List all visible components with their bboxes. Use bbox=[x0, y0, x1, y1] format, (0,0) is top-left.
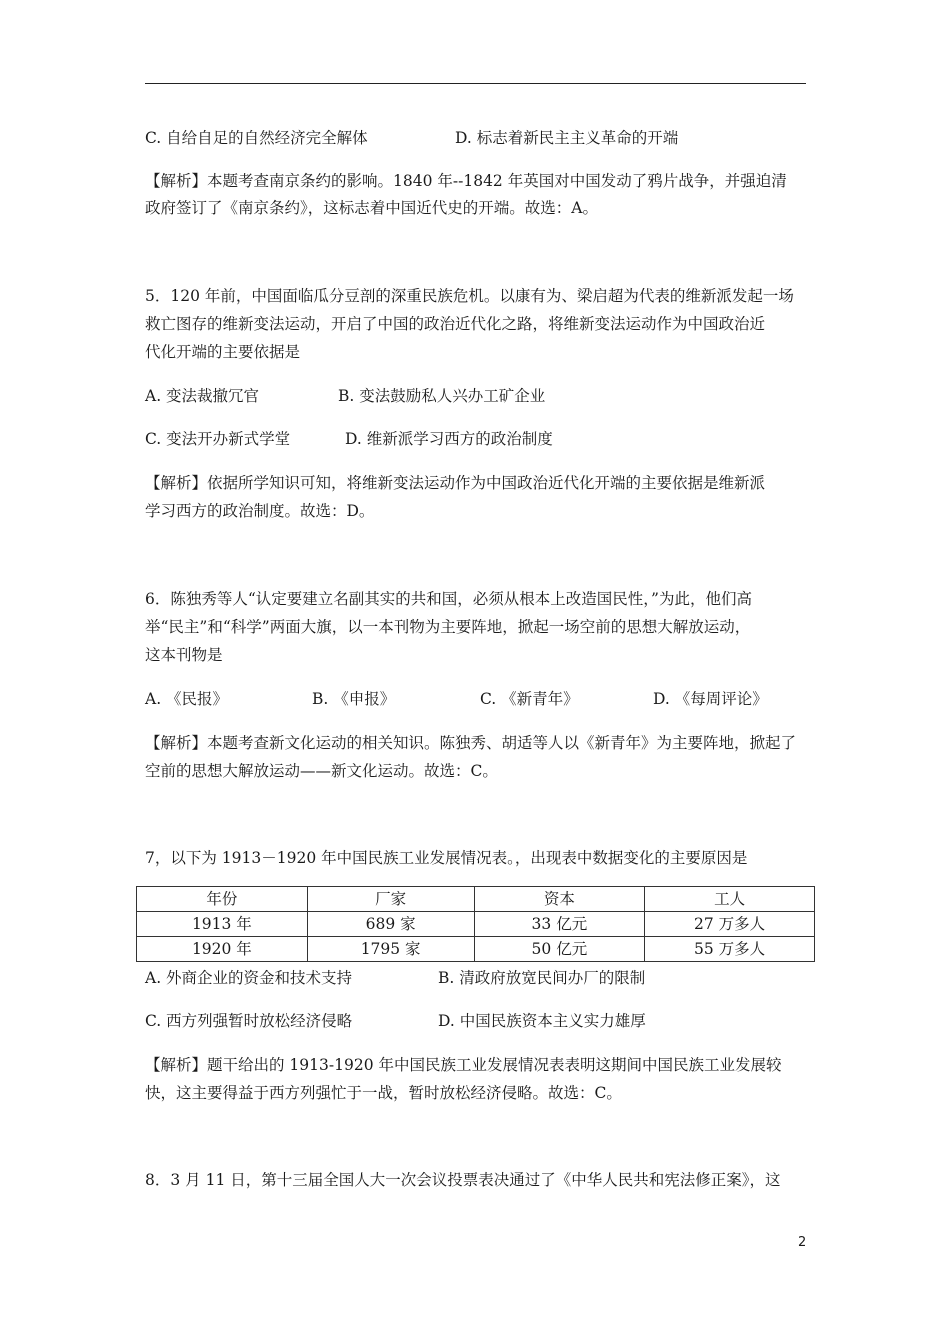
q5-option-b: B. 变法鼓励私人兴办工矿企业 bbox=[338, 387, 546, 405]
q4-option-c: C. 自给自足的自然经济完全解体 bbox=[145, 129, 368, 147]
table-cell: 33 亿元 bbox=[474, 912, 645, 937]
q4-analysis-line-2: 政府签订了《南京条约》，这标志着中国近代史的开端。故选：A。 bbox=[145, 199, 598, 217]
table-header-cell: 厂家 bbox=[307, 887, 474, 912]
q5-option-a: A. 变法裁撤冗官 bbox=[145, 387, 260, 405]
q5-stem-line-2: 救亡图存的维新变法运动，开启了中国的政治近代化之路，将维新变法运动作为中国政治近 bbox=[145, 315, 766, 333]
industry-table bbox=[136, 886, 815, 962]
table-cell: 27 万多人 bbox=[645, 912, 815, 937]
q6-stem-line-3: 这本刊物是 bbox=[145, 646, 223, 664]
table-cell: 689 家 bbox=[307, 912, 474, 937]
q7-analysis-line-1: 【解析】题干给出的 1913-1920 年中国民族工业发展情况表表明这期间中国民族工业发展较 bbox=[145, 1056, 782, 1074]
table-cell: 1913 年 bbox=[137, 912, 308, 937]
q5-analysis-line-2: 学习西方的政治制度。故选：D。 bbox=[145, 502, 375, 520]
q7-option-a: A. 外商企业的资金和技术支持 bbox=[145, 969, 353, 987]
q8-stem-line-1: 8．3 月 11 日，第十三届全国人大一次会议投票表决通过了《中华人民共和宪法修正案》，这 bbox=[145, 1171, 781, 1189]
q6-option-d: D. 《每周评论》 bbox=[653, 690, 768, 708]
q5-option-c: C. 变法开办新式学堂 bbox=[145, 430, 291, 448]
table-cell: 1920 年 bbox=[137, 937, 308, 962]
q4-analysis-line-1: 【解析】本题考查南京条约的影响。1840 年--1842 年英国对中国发动了鸦片战争，并强迫清 bbox=[145, 172, 787, 190]
q6-option-b: B. 《申报》 bbox=[312, 690, 396, 708]
q7-stem-line-1: 7，以下为 1913－1920 年中国民族工业发展情况表。，出现表中数据变化的主要原因是 bbox=[145, 849, 748, 867]
q5-option-d: D. 维新派学习西方的政治制度 bbox=[345, 430, 553, 448]
table-header-cell: 年份 bbox=[137, 887, 308, 912]
q5-stem-line-3: 代化开端的主要依据是 bbox=[145, 343, 301, 361]
q7-option-b: B. 清政府放宽民间办厂的限制 bbox=[438, 969, 646, 987]
header-rule bbox=[145, 83, 806, 84]
table-cell: 55 万多人 bbox=[645, 937, 815, 962]
q6-stem-line-2: 举“民主”和“科学”两面大旗，以一本刊物为主要阵地，掀起一场空前的思想大解放运动， bbox=[145, 618, 751, 636]
table-cell: 50 亿元 bbox=[474, 937, 645, 962]
q7-analysis-line-2: 快，这主要得益于西方列强忙于一战，暂时放松经济侵略。故选：C。 bbox=[145, 1084, 622, 1102]
q7-option-c: C. 西方列强暂时放松经济侵略 bbox=[145, 1012, 353, 1030]
q4-option-d: D. 标志着新民主主义革命的开端 bbox=[455, 129, 679, 147]
table-cell: 1795 家 bbox=[307, 937, 474, 962]
table-row bbox=[137, 912, 815, 937]
table-header-cell: 工人 bbox=[645, 887, 815, 912]
q5-stem-line-1: 5．120 年前，中国面临瓜分豆剖的深重民族危机。以康有为、梁启超为代表的维新派发起一场 bbox=[145, 287, 794, 305]
q6-analysis-line-1: 【解析】本题考查新文化运动的相关知识。陈独秀、胡适等人以《新青年》为主要阵地，掀起了 bbox=[145, 734, 797, 752]
table-header-row bbox=[137, 887, 815, 912]
q6-option-a: A. 《民报》 bbox=[145, 690, 229, 708]
table-row bbox=[137, 937, 815, 962]
q6-option-c: C. 《新青年》 bbox=[480, 690, 579, 708]
q7-option-d: D. 中国民族资本主义实力雄厚 bbox=[438, 1012, 646, 1030]
page-number: 2 bbox=[798, 1235, 807, 1250]
q5-analysis-line-1: 【解析】依据所学知识可知，将维新变法运动作为中国政治近代化开端的主要依据是维新派 bbox=[145, 474, 766, 492]
table-header-cell: 资本 bbox=[474, 887, 645, 912]
q6-stem-line-1: 6．陈独秀等人“认定要建立名副其实的共和国，必须从根本上改造国民性，”为此，他们高 bbox=[145, 590, 752, 608]
q6-analysis-line-2: 空前的思想大解放运动——新文化运动。故选：C。 bbox=[145, 762, 498, 780]
